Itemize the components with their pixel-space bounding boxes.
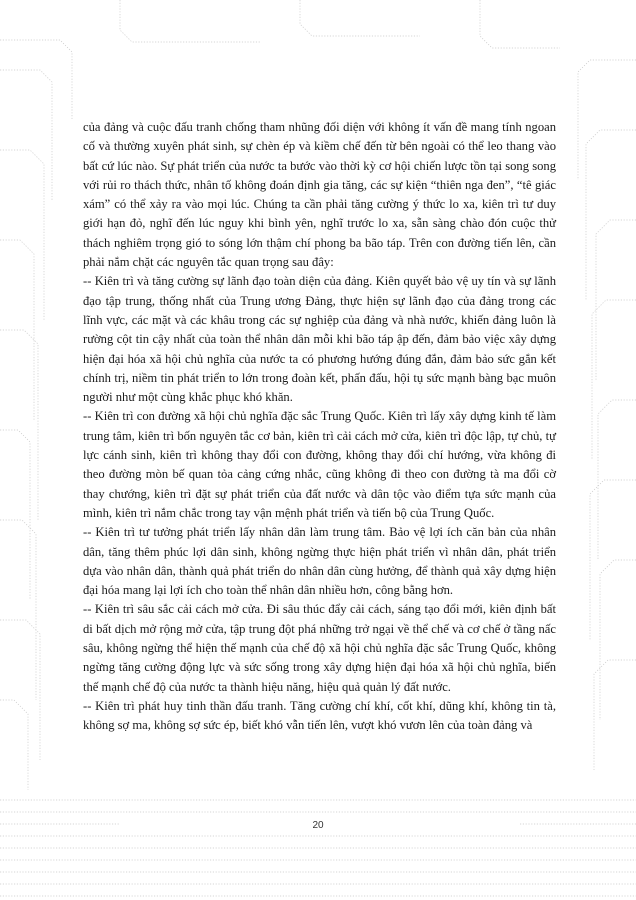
- paragraph-principle-people-centered: -- Kiên trì tư tưởng phát triển lấy nhân dân làm trung tâm. Bảo vệ lợi ích căn bản của nhân dân, tăng thêm phúc lợi dân sinh, không ngừng thực hiện phát triển vì nhân dân, phát triển dựa vào nhân dân, thành quả phát triển do nhân dân cùng hưởng, để thành quả xây dựng hiện đại hóa mang lại lợi ích cho toàn thể nhân dân nhiều hơn, công bằng hơn.: [83, 525, 556, 598]
- paragraph-principle-party-leadership: -- Kiên trì và tăng cường sự lãnh đạo toàn diện của đảng. Kiên quyết bảo vệ uy tín và sự lãnh đạo tập trung, thống nhất của Trung ương Đảng, thực hiện sự lãnh đạo của đảng trong các lĩnh vực, các mặt và các khâu trong các sự nghiệp của đảng và nhà nước, khiến đảng luôn là rường cột tin cậy nhất của toàn thể nhân dân mỗi khi bão táp ập đến, đảm bảo việc xây dựng hiện đại hóa xã hội chủ nghĩa của nước ta có phương hướng đúng đắn, đảm bảo sức gắn kết chính trị, niềm tin phát triển to lớn trong đoàn kết, phấn đấu, hội tụ sức mạnh bàng bạc muôn người như một cùng khắc phục khó khăn.: [83, 274, 556, 405]
- paragraph-principle-struggle-spirit: -- Kiên trì phát huy tinh thần đấu tranh. Tăng cường chí khí, cốt khí, dũng khí, không tin tà, không sợ ma, không sợ sức ép, biết khó vẫn tiến lên, vượt khó vươn lên của toàn đảng và: [83, 698, 556, 733]
- page-number: 20: [312, 820, 324, 831]
- paragraph-principle-socialist-road: -- Kiên trì con đường xã hội chủ nghĩa đặc sắc Trung Quốc. Kiên trì lấy xây dựng kinh tế làm trung tâm, kiên trì bốn nguyên tắc cơ bản, kiên trì cải cách mở cửa, kiên trì độc lập, tự chủ, tự lực cánh sinh, kiên trì không thay đổi con đường, không thay đổi chí hướng, vừa không đi theo đường mòn bế quan tỏa cảng cứng nhắc, cũng không đi theo con đường tà ma đổi cờ thay chướng, kiên trì đặt sự phát triển của đất nước và dân tộc vào điểm tựa sức mạnh của mình, kiên trì nắm chắc trong tay vận mệnh phát triển và tiến bộ của Trung Quốc.: [83, 409, 556, 520]
- paragraph-principle-reform-opening: -- Kiên trì sâu sắc cải cách mở cửa. Đi sâu thúc đẩy cải cách, sáng tạo đổi mới, kiên định bất di bất dịch mở rộng mở cửa, tập trung đột phá những trở ngại về thể chế và cơ chế ở tầng nấc sâu, không ngừng thể hiện thế mạnh của chế độ xã hội chủ nghĩa đặc sắc Trung Quốc, không ngừng tăng cường động lực và sức sống trong xây dựng hiện đại hóa xã hội chủ nghĩa, biến thế mạnh chế độ của nước ta thành hiệu năng, hiệu quả quản lý đất nước.: [83, 602, 556, 694]
- paragraph-intro: của đảng và cuộc đấu tranh chống tham nhũng đối diện với không ít vấn đề mang tính ngoan cố và thường xuyên phát sinh, sự chèn ép và kiềm chế đến từ bên ngoài có thể leo thang vào bất cứ lúc nào. Sự phát triển của nước ta bước vào thời kỳ cơ hội chiến lược tồn tại song song với rủi ro thách thức, nhân tố không đoán định gia tăng, các sự kiện “thiên nga đen”, “tê giác xám” có thể xảy ra vào mọi lúc. Chúng ta cần phải tăng cường ý thức lo xa, kiên trì tư duy giới hạn đỏ, nghĩ đến lúc nguy khi bình yên, nghĩ trước lo xa, sẵn sàng chào đón cuộc thử thách nghiêm trọng gió to sóng lớn thậm chí phong ba bão táp. Trên con đường tiến lên, cần phải nắm chặt các nguyên tắc quan trọng sau đây:: [83, 120, 556, 270]
- document-body: [83, 118, 556, 736]
